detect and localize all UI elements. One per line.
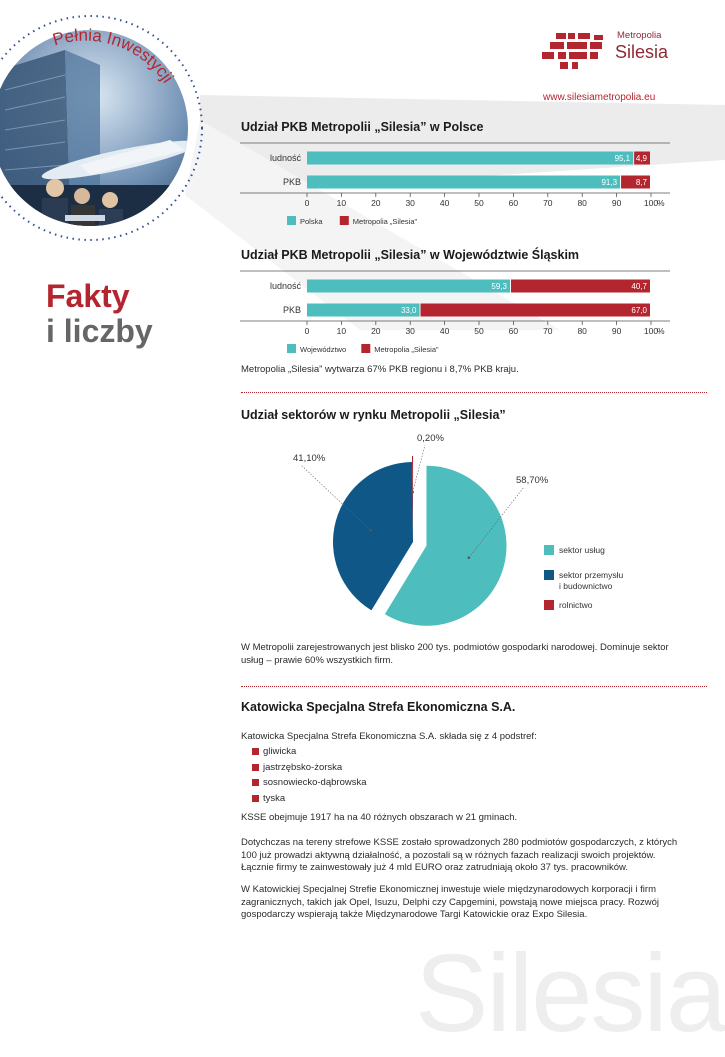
x-tick-label: 0 bbox=[304, 326, 310, 336]
silesia-watermark: Silesia bbox=[415, 932, 725, 1055]
x-tick-label: 70 bbox=[543, 326, 553, 336]
legend-swatch bbox=[544, 545, 554, 555]
list-item: jastrzębsko-żorska bbox=[252, 760, 367, 776]
divider-2 bbox=[241, 686, 707, 687]
logo-squares-icon bbox=[540, 33, 608, 71]
bar-segment bbox=[307, 280, 510, 293]
legend-label: Polska bbox=[300, 217, 323, 226]
list-item: gliwicka bbox=[252, 744, 367, 760]
data-label: 91,3 bbox=[601, 178, 618, 187]
unit-label: % bbox=[657, 198, 665, 208]
pkb-note: Metropolia „Silesia” wytwarza 67% PKB regionu i 8,7% PKB kraju. bbox=[241, 364, 519, 375]
legend-label: i budownictwo bbox=[559, 581, 613, 591]
legend-swatch bbox=[544, 570, 554, 580]
category-label: PKB bbox=[282, 305, 301, 315]
heading-i-liczby: i liczby bbox=[46, 313, 153, 349]
website-link[interactable]: www.silesiametropolia.eu bbox=[543, 92, 656, 103]
data-label: 40,7 bbox=[631, 282, 647, 291]
x-tick-label: 0 bbox=[304, 198, 310, 208]
x-tick-label: 50 bbox=[474, 326, 484, 336]
data-label: 95,1 bbox=[614, 154, 631, 163]
x-tick-label: 80 bbox=[577, 198, 587, 208]
data-label: 4,9 bbox=[635, 154, 647, 163]
legend-swatch bbox=[361, 344, 370, 353]
ksse-zones-list bbox=[252, 744, 367, 806]
slice-label: 0,20% bbox=[417, 433, 444, 444]
divider-1 bbox=[241, 392, 707, 393]
x-tick-label: 70 bbox=[543, 198, 553, 208]
tagline-arc: Pełnia Inwestycji bbox=[50, 25, 178, 87]
legend-swatch bbox=[287, 216, 296, 225]
x-tick-label: 80 bbox=[577, 326, 587, 336]
metropolia-silesia-logo[interactable] bbox=[540, 30, 690, 80]
ksse-paragraph-1: KSSE obejmuje 1917 ha na 40 różnych obszarach w 21 gminach. bbox=[241, 812, 518, 823]
logo-small-text: Metropolia bbox=[617, 30, 662, 41]
x-tick-label: 60 bbox=[508, 326, 519, 336]
x-tick-label: 20 bbox=[371, 326, 381, 336]
bullet-square-icon bbox=[252, 779, 259, 786]
bullet-square-icon bbox=[252, 795, 259, 802]
x-tick-label: 30 bbox=[405, 326, 415, 336]
legend-label: Województwo bbox=[300, 345, 347, 354]
x-tick-label: 40 bbox=[439, 198, 450, 208]
bullet-square-icon bbox=[252, 764, 259, 771]
legend-label: Metropolia „Silesia” bbox=[374, 345, 439, 354]
x-tick-label: 90 bbox=[611, 326, 622, 336]
unit-label: % bbox=[657, 326, 665, 336]
slice-label: 58,70% bbox=[516, 475, 549, 486]
sector-note: W Metropolii zarejestrowanych jest blisko 200 tys. podmiotów gospodarki narodowej. Dominuje sektor usług – prawie 60% wszystkich firm. bbox=[241, 642, 669, 666]
chart1-title: Udział PKB Metropolii „Silesia” w Polsce bbox=[241, 120, 484, 134]
list-item: tyska bbox=[252, 791, 367, 807]
chart2-title: Udział PKB Metropolii „Silesia” w Województwie Śląskim bbox=[241, 248, 580, 262]
x-tick-label: 100 bbox=[643, 198, 659, 208]
data-label: 8,7 bbox=[635, 178, 647, 187]
x-tick-label: 40 bbox=[439, 326, 450, 336]
ksse-intro: Katowicka Specjalna Strefa Ekonomiczna S.A. składa się z 4 podstref: bbox=[241, 731, 537, 742]
legend-swatch bbox=[340, 216, 349, 225]
ksse-paragraph-3: W Katowickiej Specjalnej Strefie Ekonomicznej inwestuje wiele międzynarodowych korporacji i firm zagranicznych, takich jak Opel, Isuzu, Delphi czy Capgemini, powstają nowe miejsca pracy. Rozwój gospodarczy wspierają także Międzynarodowe Targi Katowickie oraz Expo Silesia. bbox=[241, 884, 660, 920]
heading-fakty: Fakty bbox=[46, 278, 130, 314]
slice-label: 41,10% bbox=[293, 453, 326, 464]
sector-pie-chart bbox=[241, 425, 711, 640]
x-tick-label: 100 bbox=[643, 326, 659, 336]
legend-label: sektor przemysłu bbox=[559, 570, 624, 580]
legend-swatch bbox=[287, 344, 296, 353]
x-tick-label: 50 bbox=[474, 198, 484, 208]
logo-big-text: Silesia bbox=[615, 42, 669, 62]
ksse-paragraph-2: Dotychczas na tereny strefowe KSSE zostało sprowadzonych 280 podmiotów gospodarczych, z których 100 już prowadzi aktywną działalność, a pozostali są w różnych fazach realizacji swoich projektów. Łącznie firmy te zainwestowały już 4 mld EURO oraz zatrudniają około 37 tys. pracowników. bbox=[241, 837, 678, 873]
data-label: 59,3 bbox=[491, 282, 507, 291]
photo-emblem bbox=[0, 10, 220, 255]
legend-swatch bbox=[544, 600, 554, 610]
bar-segment bbox=[307, 176, 620, 189]
x-tick-label: 30 bbox=[405, 198, 415, 208]
x-tick-label: 10 bbox=[336, 326, 347, 336]
data-label: 67,0 bbox=[631, 306, 647, 315]
ksse-title: Katowicka Specjalna Strefa Ekonomiczna S.A. bbox=[241, 700, 516, 714]
leader-line bbox=[413, 445, 425, 492]
data-label: 33,0 bbox=[400, 306, 417, 315]
category-label: ludność bbox=[269, 153, 301, 163]
x-tick-label: 60 bbox=[508, 198, 519, 208]
legend-label: rolnictwo bbox=[559, 600, 593, 610]
x-tick-label: 20 bbox=[371, 198, 381, 208]
legend-label: Metropolia „Silesia” bbox=[352, 217, 418, 226]
pie-title: Udział sektorów w rynku Metropolii „Silesia” bbox=[241, 408, 506, 422]
category-label: ludność bbox=[269, 281, 301, 291]
list-item: sosnowiecko-dąbrowska bbox=[252, 775, 367, 791]
bullet-square-icon bbox=[252, 748, 259, 755]
x-tick-label: 90 bbox=[611, 198, 622, 208]
pkb-poland-chart bbox=[230, 138, 670, 238]
bar-segment bbox=[421, 304, 650, 317]
bar-segment bbox=[511, 280, 650, 293]
legend-label: sektor usług bbox=[559, 545, 605, 555]
bar-segment bbox=[307, 152, 633, 165]
x-tick-label: 10 bbox=[336, 198, 347, 208]
pkb-region-chart bbox=[230, 266, 670, 366]
category-label: PKB bbox=[282, 177, 301, 187]
